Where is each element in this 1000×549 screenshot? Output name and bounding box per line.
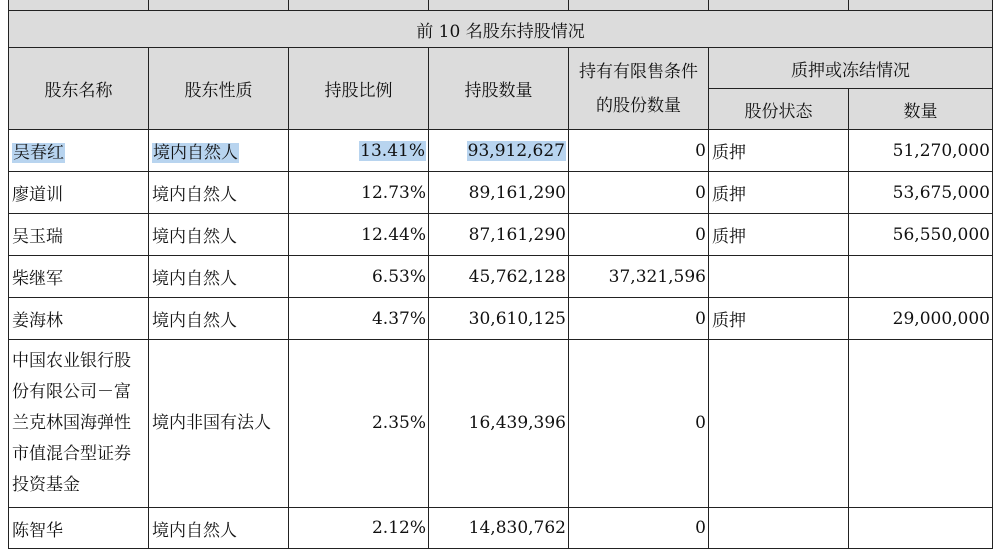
shareholders-table bbox=[8, 0, 993, 549]
holding-quantity: 30,610,125 bbox=[429, 298, 569, 340]
shareholder-nature: 境内自然人 bbox=[149, 172, 289, 214]
holding-ratio: 2.12% bbox=[289, 508, 429, 549]
pledge-quantity bbox=[849, 256, 993, 298]
holding-ratio: 12.73% bbox=[289, 172, 429, 214]
pledge-status: 质押 bbox=[709, 298, 849, 340]
holding-ratio: 2.35% bbox=[289, 340, 429, 508]
restricted-quantity: 37,321,596 bbox=[569, 256, 709, 298]
table-row bbox=[9, 130, 993, 172]
holding-ratio: 12.44% bbox=[289, 214, 429, 256]
restricted-quantity: 0 bbox=[569, 508, 709, 549]
header-pledge-quantity: 数量 bbox=[849, 89, 993, 130]
table-row bbox=[9, 214, 993, 256]
pledge-quantity: 53,675,000 bbox=[849, 172, 993, 214]
shareholder-nature: 境内非国有法人 bbox=[149, 340, 289, 508]
shareholder-nature: 境内自然人 bbox=[149, 256, 289, 298]
header-quantity: 持股数量 bbox=[429, 48, 569, 130]
pledge-quantity: 56,550,000 bbox=[849, 214, 993, 256]
restricted-quantity: 0 bbox=[569, 214, 709, 256]
shareholder-nature: 境内自然人 bbox=[149, 508, 289, 549]
shareholder-name: 柴继军 bbox=[9, 256, 149, 298]
shareholder-name: 吴玉瑞 bbox=[9, 214, 149, 256]
restricted-quantity: 0 bbox=[569, 340, 709, 508]
header-nature: 股东性质 bbox=[149, 48, 289, 130]
pledge-quantity bbox=[849, 508, 993, 549]
header-row bbox=[9, 48, 993, 89]
holding-quantity: 16,439,396 bbox=[429, 340, 569, 508]
holding-quantity: 93,912,627 bbox=[467, 140, 565, 161]
header-ratio: 持股比例 bbox=[289, 48, 429, 130]
table-row bbox=[9, 298, 993, 340]
top-partial-row bbox=[9, 0, 993, 11]
shareholder-nature: 境内自然人 bbox=[149, 298, 289, 340]
restricted-quantity: 0 bbox=[569, 298, 709, 340]
shareholder-name: 陈智华 bbox=[9, 508, 149, 549]
pledge-status bbox=[709, 256, 849, 298]
shareholder-name: 吴春红 bbox=[13, 143, 64, 163]
table-row bbox=[9, 340, 993, 508]
restricted-quantity: 0 bbox=[569, 130, 709, 172]
table-row bbox=[9, 508, 993, 549]
holding-ratio: 6.53% bbox=[289, 256, 429, 298]
pledge-quantity: 29,000,000 bbox=[849, 298, 993, 340]
pledge-quantity bbox=[849, 340, 993, 508]
holding-quantity: 45,762,128 bbox=[429, 256, 569, 298]
restricted-quantity: 0 bbox=[569, 172, 709, 214]
holding-quantity: 89,161,290 bbox=[429, 172, 569, 214]
holding-ratio: 13.41% bbox=[360, 140, 425, 161]
header-name: 股东名称 bbox=[9, 48, 149, 130]
holding-quantity: 14,830,762 bbox=[429, 508, 569, 549]
shareholder-nature: 境内自然人 bbox=[149, 214, 289, 256]
pledge-status: 质押 bbox=[709, 172, 849, 214]
table-row bbox=[9, 256, 993, 298]
header-pledge-group: 质押或冻结情况 bbox=[709, 48, 993, 89]
shareholder-name: 中国农业银行股 份有限公司－富 兰克林国海弹性 市值混合型证券 投资基金 bbox=[9, 340, 149, 508]
pledge-quantity: 51,270,000 bbox=[849, 130, 993, 172]
shareholder-name: 廖道训 bbox=[9, 172, 149, 214]
pledge-status bbox=[709, 508, 849, 549]
header-pledge-status: 股份状态 bbox=[709, 89, 849, 130]
holding-ratio: 4.37% bbox=[289, 298, 429, 340]
header-restricted: 持有有限售条件 的股份数量 bbox=[569, 48, 709, 130]
pledge-status: 质押 bbox=[709, 214, 849, 256]
table-title-row bbox=[9, 11, 993, 48]
shareholder-name: 姜海林 bbox=[9, 298, 149, 340]
holding-quantity: 87,161,290 bbox=[429, 214, 569, 256]
shareholder-nature: 境内自然人 bbox=[153, 143, 238, 163]
pledge-status: 质押 bbox=[709, 130, 849, 172]
table-title: 前 10 名股东持股情况 bbox=[9, 11, 993, 48]
pledge-status bbox=[709, 340, 849, 508]
table-row bbox=[9, 172, 993, 214]
